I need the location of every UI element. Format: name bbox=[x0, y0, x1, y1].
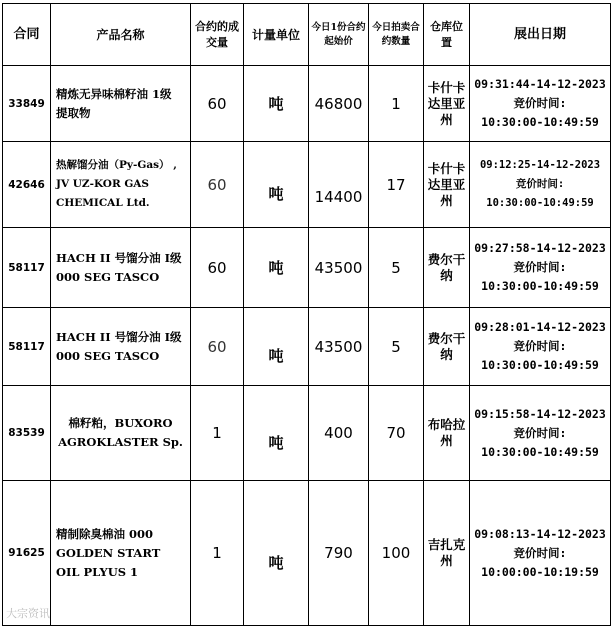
auction-label: 竞价时间: bbox=[513, 425, 567, 440]
unit-value: 吨 bbox=[244, 481, 309, 626]
listing-time: 09:15:58-14-12-2023 bbox=[474, 406, 606, 421]
start-price-value: 46800 bbox=[309, 66, 369, 142]
unit-value: 吨 bbox=[244, 228, 309, 308]
count-value: 5 bbox=[369, 228, 424, 308]
start-price-value: 43500 bbox=[309, 308, 369, 386]
date-cell bbox=[470, 308, 611, 386]
header-start-price: 今日1份合约起始价 bbox=[309, 4, 369, 66]
header-contract: 合同 bbox=[3, 4, 51, 66]
unit-value: 吨 bbox=[244, 142, 309, 228]
warehouse-value: 卡什卡达里亚州 bbox=[424, 66, 470, 142]
listing-time: 09:08:13-14-12-2023 bbox=[474, 526, 606, 541]
header-count: 今日拍卖合约数量 bbox=[369, 4, 424, 66]
warehouse-value: 费尔干纳 bbox=[424, 228, 470, 308]
table-row bbox=[3, 142, 611, 228]
volume-value: 60 bbox=[191, 228, 244, 308]
start-price-value: 400 bbox=[309, 386, 369, 481]
warehouse-value: 布哈拉州 bbox=[424, 386, 470, 481]
warehouse-value: 卡什卡达里亚州 bbox=[424, 142, 470, 228]
count-value: 70 bbox=[369, 386, 424, 481]
product-name: 精制除臭棉油 000 GOLDEN START OIL PLYUS 1 bbox=[51, 481, 191, 626]
table-row bbox=[3, 66, 611, 142]
table-row bbox=[3, 386, 611, 481]
product-name: 精炼无异味棉籽油 1级 提取物 bbox=[51, 66, 191, 142]
volume-value: 60 bbox=[191, 142, 244, 228]
listing-time: 09:28:01-14-12-2023 bbox=[474, 320, 606, 334]
product-name: HACH II 号馏分油 I级 000 SEG TASCO bbox=[51, 228, 191, 308]
listing-time: 09:27:58-14-12-2023 bbox=[474, 241, 606, 255]
product-name: 棉籽粕，BUXORO AGROKLASTER Sp. bbox=[51, 386, 191, 481]
listing-time: 09:12:25-14-12-2023 bbox=[479, 159, 601, 171]
contract-id: 83539 bbox=[3, 386, 51, 481]
auction-label: 竞价时间: bbox=[513, 260, 567, 274]
product-name: 热解馏分油（Py-Gas） , JV UZ-KOR GAS CHEMICAL Ltd. bbox=[51, 142, 191, 228]
contract-id: 58117 bbox=[3, 308, 51, 386]
count-value: 1 bbox=[369, 66, 424, 142]
volume-value: 1 bbox=[191, 386, 244, 481]
volume-value: 60 bbox=[191, 66, 244, 142]
auction-time: 10:30:00-10:49:59 bbox=[481, 115, 599, 129]
product-name: HACH II 号馏分油 I级 000 SEG TASCO bbox=[51, 308, 191, 386]
warehouse-value: 吉扎克州 bbox=[424, 481, 470, 626]
header-unit: 计量单位 bbox=[244, 4, 309, 66]
auction-table bbox=[2, 3, 611, 626]
date-cell bbox=[470, 142, 611, 228]
count-value: 100 bbox=[369, 481, 424, 626]
contract-id: 42646 bbox=[3, 142, 51, 228]
date-cell bbox=[470, 386, 611, 481]
auction-label: 竞价时间: bbox=[513, 339, 567, 353]
auction-label: 竞价时间: bbox=[513, 545, 567, 560]
watermark: 大宗资讯 bbox=[6, 607, 50, 620]
auction-label: 竞价时间: bbox=[513, 96, 567, 110]
date-cell bbox=[470, 228, 611, 308]
header-date: 展出日期 bbox=[470, 4, 611, 66]
header-warehouse: 仓库位置 bbox=[424, 4, 470, 66]
unit-value: 吨 bbox=[244, 66, 309, 142]
auction-time: 10:00:00-10:19:59 bbox=[481, 564, 599, 579]
header-row bbox=[3, 4, 611, 66]
auction-time: 10:30:00-10:49:59 bbox=[481, 358, 599, 372]
count-value: 17 bbox=[369, 142, 424, 228]
volume-value: 60 bbox=[191, 308, 244, 386]
date-cell bbox=[470, 66, 611, 142]
auction-time: 10:30:00-10:49:59 bbox=[481, 444, 599, 459]
contract-id: 58117 bbox=[3, 228, 51, 308]
unit-value: 吨 bbox=[244, 308, 309, 386]
volume-value: 1 bbox=[191, 481, 244, 626]
auction-time: 10:30:00-10:49:59 bbox=[486, 197, 594, 209]
start-price-value: 790 bbox=[309, 481, 369, 626]
listing-time: 09:31:44-14-12-2023 bbox=[474, 77, 606, 91]
header-volume: 合约的成交量 bbox=[191, 4, 244, 66]
contract-id: 91625 bbox=[3, 481, 51, 626]
table-row bbox=[3, 481, 611, 626]
unit-value: 吨 bbox=[244, 386, 309, 481]
start-price-value: 43500 bbox=[309, 228, 369, 308]
header-product: 产品名称 bbox=[51, 4, 191, 66]
warehouse-value: 费尔干纳 bbox=[424, 308, 470, 386]
count-value: 5 bbox=[369, 308, 424, 386]
contract-id: 33849 bbox=[3, 66, 51, 142]
date-cell bbox=[470, 481, 611, 626]
start-price-value: 14400 bbox=[309, 142, 369, 228]
table-row bbox=[3, 228, 611, 308]
auction-label: 竞价时间: bbox=[515, 178, 565, 190]
table-row bbox=[3, 308, 611, 386]
auction-time: 10:30:00-10:49:59 bbox=[481, 279, 599, 293]
